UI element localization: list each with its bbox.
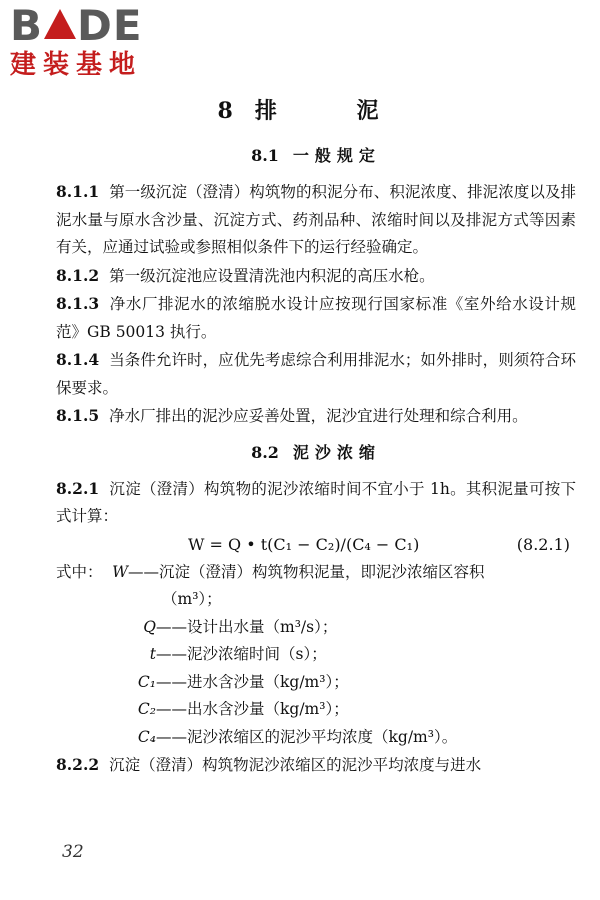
section-number: 8.2	[251, 442, 279, 462]
section-heading-8-1	[56, 144, 576, 168]
clause-text: 当条件允许时，应优先考虑综合利用排泥水；如外排时，则须符合环保要求。	[56, 351, 576, 397]
clause-text: 净水厂排泥水的浓缩脱水设计应按现行国家标准《室外给水设计规范》GB 50013 执行。	[56, 295, 576, 341]
definition-text: ——泥沙浓缩时间（s）；	[156, 645, 327, 663]
symbol-definitions	[56, 559, 576, 752]
chapter-title: 排 泥	[254, 98, 415, 124]
definition-continuation: （m³）；	[162, 590, 222, 608]
definition-row	[56, 641, 576, 669]
formula-number: (8.2.1)	[516, 534, 570, 554]
clause-number: 8.1.2	[56, 265, 100, 285]
clause-8-2-2	[56, 751, 576, 780]
clause-text: 沉淀（澄清）构筑物的泥沙浓缩时间不宜小于 1h。其积泥量可按下式计算：	[56, 479, 576, 525]
logo-a-triangle-icon	[44, 9, 76, 39]
symbol: W	[112, 562, 128, 581]
logo-letters-de: DE	[77, 1, 143, 50]
clause-number: 8.2.2	[56, 755, 100, 774]
definition-text: ——沉淀（澄清）构筑物积泥量，即泥沙浓缩区容积	[128, 562, 485, 581]
clause-text: 净水厂排出的泥沙应妥善处置，泥沙宜进行处理和综合利用。	[109, 407, 528, 425]
symbol: C₁	[137, 672, 156, 691]
symbol: t	[149, 645, 156, 663]
clause-number: 8.2.1	[56, 478, 100, 498]
clause-8-1-2	[56, 262, 576, 291]
definition-text: ——出水含沙量（kg/m³）；	[156, 700, 349, 718]
chapter-number: 8	[217, 98, 233, 124]
symbol: C₂	[137, 700, 156, 718]
clause-number: 8.1.5	[56, 406, 100, 425]
definition-row	[56, 696, 576, 724]
definition-row	[56, 559, 576, 587]
clause-number: 8.1.3	[56, 294, 100, 313]
definition-text: ——设计出水量（m³/s）；	[156, 617, 338, 636]
formula-expression: W = Q • t(C₁ − C₂)/(C₄ − C₁)	[188, 534, 420, 554]
definition-row	[56, 724, 576, 752]
definition-continuation-row	[56, 586, 576, 614]
definitions-label: 式中：	[56, 562, 103, 581]
logo-wordmark	[10, 1, 180, 50]
section-title: 泥沙浓缩	[292, 442, 381, 462]
definition-text: ——进水含沙量（kg/m³）；	[156, 672, 349, 691]
clause-8-1-1	[56, 178, 576, 262]
spacer	[56, 431, 576, 441]
clause-text: 第一级沉淀（澄清）构筑物的积泥分布、积泥浓度、排泥浓度以及排泥水量与原水含沙量、沉淀方式、药剂品种、浓缩时间以及排泥方式等因素有关，应通过试验或参照相似条件下的运行经验确定。	[56, 183, 576, 256]
chapter-heading	[56, 96, 576, 126]
section-title: 一般规定	[292, 146, 381, 165]
clause-text: 第一级沉淀池应设置清洗池内积泥的高压水枪。	[109, 266, 435, 285]
clause-number: 8.1.4	[56, 350, 100, 369]
symbol: C₄	[137, 727, 156, 746]
document-body	[56, 96, 576, 780]
section-heading-8-2	[56, 441, 576, 465]
formula-8-2-1	[56, 531, 576, 559]
definition-row	[56, 614, 576, 642]
page-number: 32	[62, 842, 84, 862]
logo-subtitle: 建装基地	[10, 50, 143, 80]
definition-row	[56, 669, 576, 697]
clause-text: 沉淀（澄清）构筑物泥沙浓缩区的泥沙平均浓度与进水	[109, 756, 482, 774]
clause-8-1-3	[56, 290, 576, 346]
clause-number: 8.1.1	[56, 182, 100, 201]
logo-letter-b: B	[10, 1, 44, 50]
clause-8-1-4	[56, 346, 576, 402]
brand-logo	[10, 1, 180, 80]
definition-text: ——泥沙浓缩区的泥沙平均浓度（kg/m³）。	[156, 727, 458, 746]
symbol: Q	[143, 617, 156, 636]
clause-8-1-5	[56, 402, 576, 431]
clause-8-2-1	[56, 475, 576, 531]
section-number: 8.1	[251, 146, 279, 165]
